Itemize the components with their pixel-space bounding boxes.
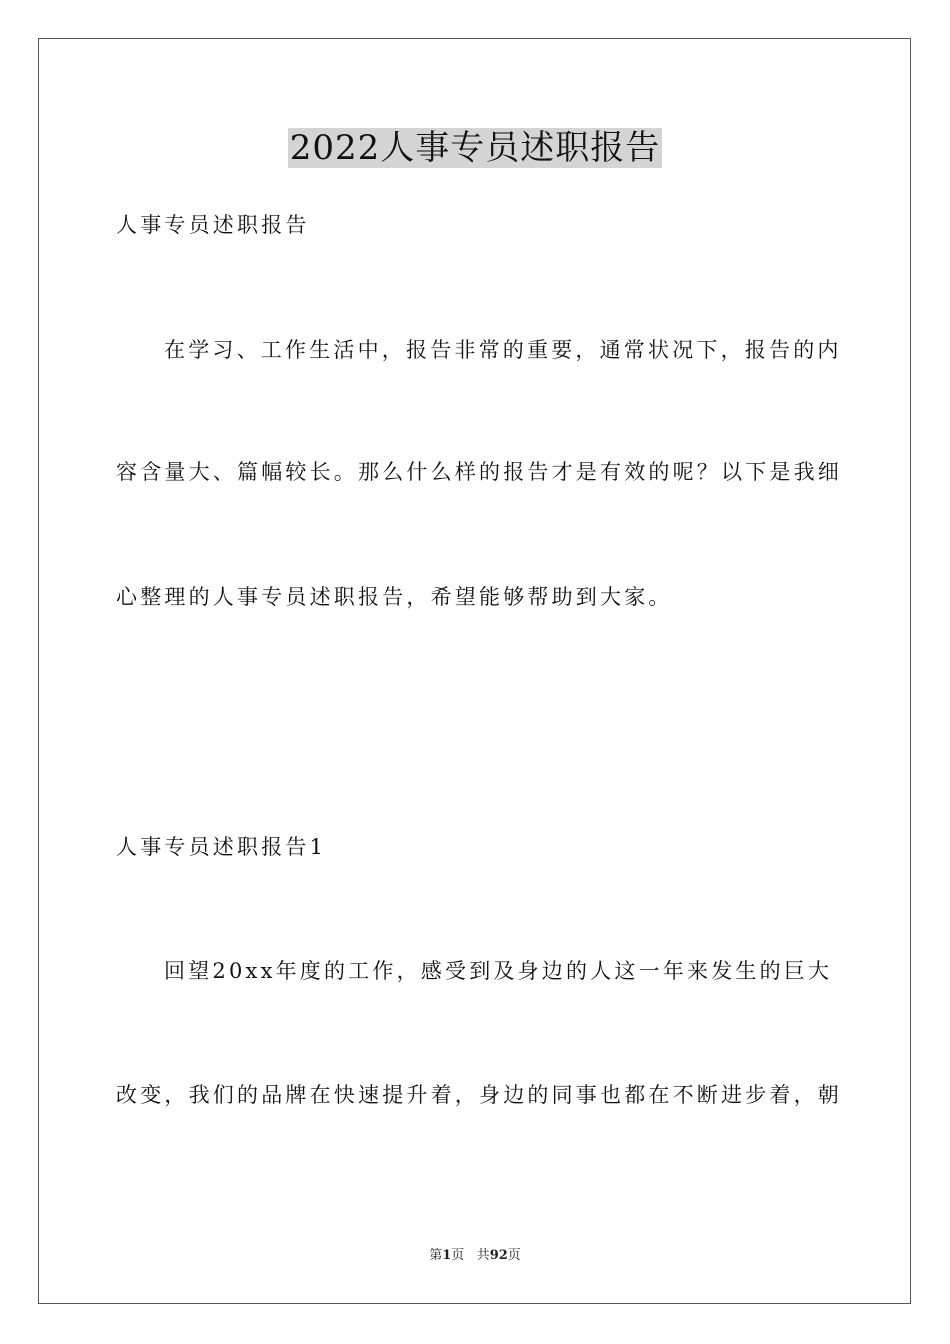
footer-page-suffix: 页 xyxy=(451,1248,465,1263)
paragraph-line: 改变，我们的品牌在快速提升着，身边的同事也都在不断进步着，朝 xyxy=(116,1083,842,1107)
paragraph-line: 回望20xx年度的工作，感受到及身边的人这一年来发生的巨大 xyxy=(164,959,833,983)
paragraph-line: 心整理的人事专员述职报告，希望能够帮助到大家。 xyxy=(116,585,673,609)
page-footer xyxy=(0,1247,950,1265)
footer-total-pages: 92 xyxy=(489,1248,508,1263)
section-heading: 人事专员述职报告 xyxy=(116,213,310,237)
footer-page-number: 1 xyxy=(442,1248,452,1263)
section-heading: 人事专员述职报告1 xyxy=(116,835,327,859)
document-title xyxy=(0,126,950,170)
footer-total-prefix: 共 xyxy=(476,1248,490,1263)
document-title-text: 2022人事专员述职报告 xyxy=(289,128,661,168)
paragraph-line: 容含量大、篇幅较长。那么什么样的报告才是有效的呢？以下是我细 xyxy=(116,460,842,484)
footer-page-prefix: 第 xyxy=(429,1248,443,1263)
footer-total-suffix: 页 xyxy=(507,1248,521,1263)
paragraph-line: 在学习、工作生活中，报告非常的重要，通常状况下，报告的内 xyxy=(164,338,842,362)
